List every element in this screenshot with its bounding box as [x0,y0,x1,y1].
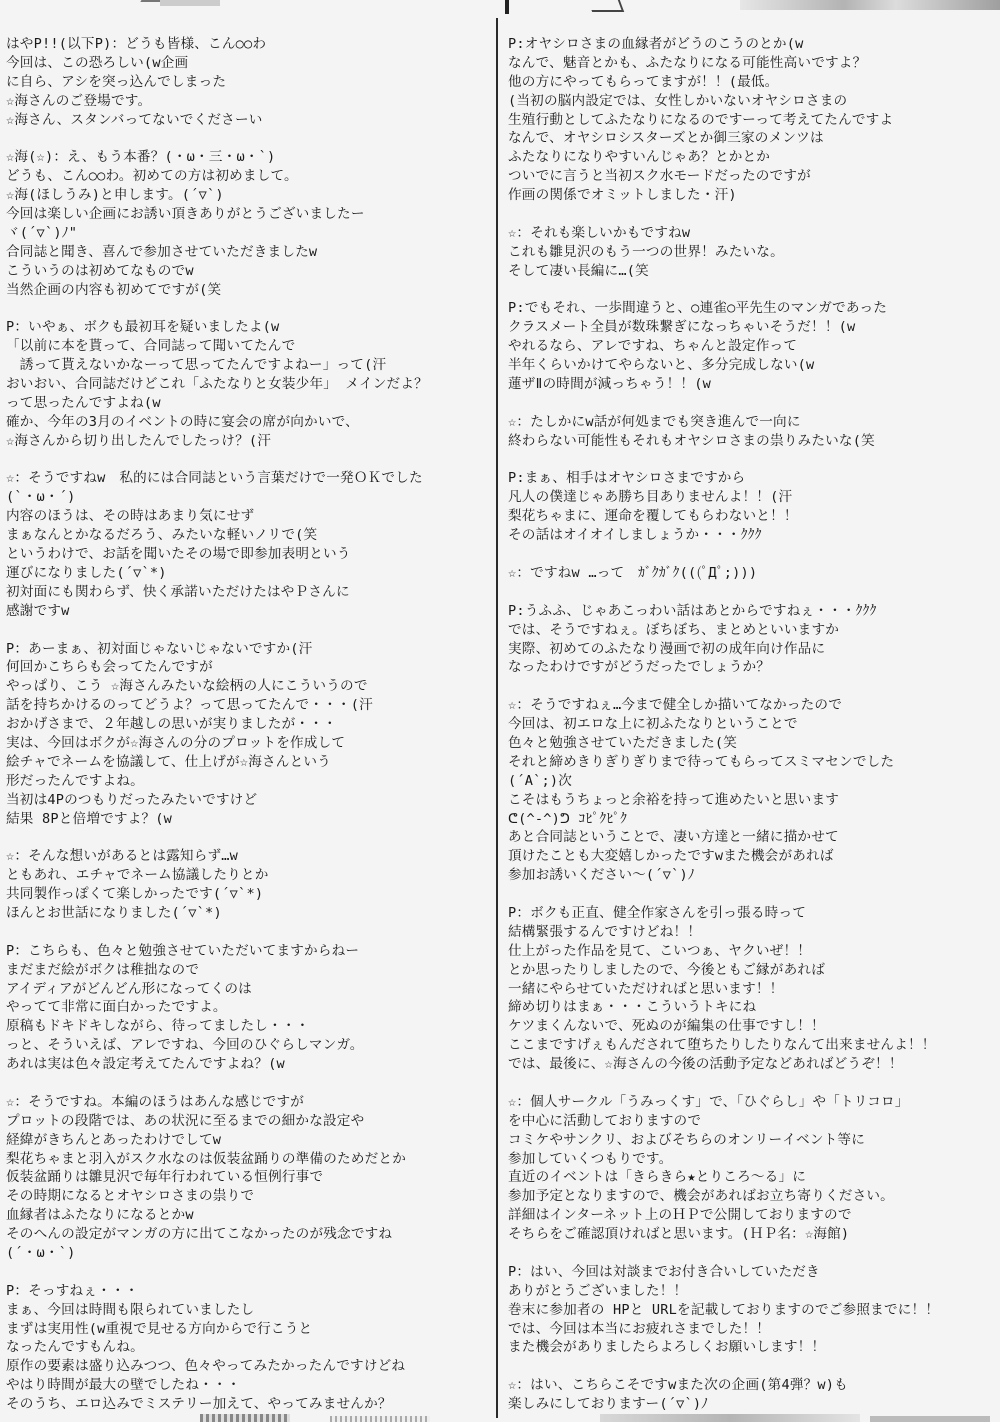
text-line: 楽しみにしておりますー(´▽`)ﾉ [508,1396,709,1413]
text-line: あと合同誌ということで、凄い方達と一緒に描かせて [508,829,839,846]
text-line [6,1263,494,1282]
text-line: 詳細はインターネット上のＨＰで公開しておりますので [508,1207,852,1224]
text-line: 話を持ちかけるのってどうよ？って思ってたんで・・・(汗 [6,697,373,714]
text-line: ☆：そうですねぇ…今まで健全しか描いてなかったので [508,697,843,714]
text-line: やはり時間が最大の壁でしたね・・・ [6,1377,241,1394]
edge-mark [600,1414,860,1422]
text-line: ☆：個人サークル「うみっくす」で、「ひぐらし」や「トリコロ」 [508,1093,909,1110]
text-line: そして凄い長編に…(笑 [508,262,649,279]
text-line: ここまですげぇもんだされて堕ちたりしたりなんて出来ませんよ！！ [508,1037,936,1054]
text-line [508,677,996,696]
text-line: って思ったんですよね(w [6,394,161,411]
text-line: ☆海(ほしうみ)と申します。(´▽`) [6,187,224,204]
edge-mark [870,1416,990,1422]
text-line: また機会がありましたらよろしくお願いします！！ [508,1339,826,1356]
text-line: プロットの段階では、あの状況に至るまでの細かな設定や [6,1112,365,1129]
text-line: なったんですもんね。 [6,1339,144,1356]
column-divider [496,18,498,1418]
text-line: ☆：そうですねw 私的には合同誌という言葉だけで一発ＯＫでした [6,470,423,487]
text-line: 誘って貰えないかなーって思ってたんですよねー」って(汗 [6,357,387,374]
text-line: 梨花ちゃまに、運命を覆してもらわないと！！ [508,508,798,525]
text-line: まぁなんとかなるだろう、みたいな軽いノリで(笑 [6,527,318,544]
left-text-column [6,35,494,1414]
edge-mark [588,0,624,12]
text-line [6,129,494,148]
text-line: ☆：ですねw …って ｶﾞｸｶﾞｸ(((ﾟДﾟ;))) [508,564,758,581]
text-line: 一緒にやらせていただければと思います！！ [508,980,784,997]
text-line: ヾ(´▽`)ﾉ" [6,224,78,241]
text-line: (当初の脳内設定では、女性しかいないオヤシロさまの [508,92,848,109]
text-line: 実際、初めてのふたなり漫画で初の成年向け作品に [508,640,826,657]
text-line: 色々と勉強させていただきました(笑 [508,734,738,751]
text-line: 今回は、初エロな上に初ふたなりということで [508,716,798,733]
text-line: 原作の要素は盛り込みつつ、色々やってみたかったんですけどね [6,1358,406,1375]
text-line [508,281,996,300]
text-line: そちらをご確認頂ければと思います。(ＨＰ名：☆海館) [508,1226,850,1243]
text-line: なんで、オヤシロシスターズとか御三家のメンツは [508,130,824,147]
text-line [6,1074,494,1093]
edge-mark [160,0,220,6]
text-line: コミケやサンクリ、およびそちらのオンリーイベント等に [508,1131,866,1148]
edge-mark [505,0,509,14]
text-line: では、今回は本当にお疲れさまでした！！ [508,1320,771,1337]
text-line: 仮装盆踊りは雛見沢で毎年行われている恒例行事で [6,1169,324,1186]
text-line: こういうのは初めてなものでw [6,262,194,279]
text-line: まずは実用性(w重視で見せる方向からで行こうと [6,1320,313,1337]
text-line: 「以前に本を貰って、合同誌って聞いてたんで [6,338,296,355]
text-line: P:まぁ、相手はオヤシロさまですから [508,470,746,487]
text-line: 実は、今回はボクが☆海さんの分のプロットを作成して [6,734,346,751]
text-line [6,299,494,318]
text-line: ともあれ、エチャでネーム協議したりとか [6,867,269,884]
text-line: というわけで、お話を聞いたその場で即参加表明という [6,546,351,563]
text-line: を中心に活動しておりますので [508,1112,702,1129]
text-line [6,621,494,640]
text-line: こそはもうちょっと余裕を持って進めたいと思います [508,791,840,808]
text-line: では、最後に、☆海さんの今後の活動予定などあればどうぞ！！ [508,1056,903,1073]
text-line: 今回は楽しい企画にお誘い頂きありがとうございましたー [6,206,365,223]
text-line: 感謝ですw [6,602,70,619]
text-line: ふたなりになりやすいんじゃあ？とかとか [508,149,771,166]
text-line: そのうち、エロ込みでミステリー加えて、やってみませんか？ [6,1396,392,1413]
text-line: P：いやぁ、ボクも最初耳を疑いましたよ(w [6,319,280,336]
text-line: ついでに言うと当初スク水モードだったのですが [508,168,811,185]
text-line: (´A`;)次 [508,772,573,789]
text-line: ☆海さん、スタンバってないでくださーい [6,111,263,128]
text-line: 梨花ちゃまと羽入がスク水なのは仮装盆踊りの準備のためだとか [6,1150,407,1167]
text-line: おいおい、合同誌だけどこれ「ふたなりと女装少年」 メインだよ？ [6,376,428,393]
text-line [508,451,996,470]
text-line: 凡人の僕達じゃあ勝ち目ありませんよ！！(汗 [508,489,793,506]
text-line [508,545,996,564]
text-line: やっぱり、こう ☆海さんみたいな絵柄の人にこういうので [6,678,368,695]
text-line: ☆：たしかにw話が何処までも突き進んで一向に [508,413,801,430]
text-line: 作画の関係でオミットしました・汗) [508,187,737,204]
text-line: 何回かこちらも会ってたんですが [6,659,213,676]
text-line [508,394,996,413]
text-line: ありがとうございました！！ [508,1282,688,1299]
text-line: P：あーまぁ、初対面じゃないじゃないですか(汗 [6,640,313,657]
edge-mark [200,1414,290,1422]
text-line: 巻末に参加者の HPと URLを記載しておりますのでご参照までに！！ [508,1301,940,1318]
text-line: ほんとお世話になりました(´▽`*) [6,904,222,921]
text-line: 仕上がった作品を見て、こいつぁ、ヤクいぜ！！ [508,942,812,959]
text-line: 初対面にも関わらず、快く承諾いただけたはやＰさんに [6,583,350,600]
text-line: これも雛見沢のもう一つの世界！みたいな。 [508,243,784,260]
text-line: に自ら、アシを突っ込んでしまった [6,73,227,90]
right-text-column [508,35,996,1414]
text-line: P：そっすねぇ・・・ [6,1282,139,1299]
text-line: P:でもそれ、一歩間違うと、○連雀○平先生のマンガであった [508,300,888,317]
text-line: P：ボクも正直、健全作家さんを引っ張る時って [508,904,807,921]
text-line: やれるなら、アレですね、ちゃんと設定作って [508,338,798,355]
text-line: 結構緊張するんですけどね！！ [508,923,702,940]
text-line: 参加お誘いください～(´▽`)ﾉ [508,867,695,884]
text-line: アイディアがどんどん形になってくのは [6,980,252,997]
torn-bottom-edge [0,1410,1000,1422]
text-line: なったわけですがどうだったでしょうか？ [508,659,771,676]
text-line: 参加していくつもりです。 [508,1150,673,1167]
text-line: (´・ω・`) [6,1245,76,1261]
text-line: 半年くらいかけてやらないと、多分完成しない(w [508,357,815,374]
text-line: 他の方にやってもらってますが！！(最低。 [508,73,779,90]
text-line: やってて非常に面白かったですよ。 [6,999,227,1016]
text-line: 内容のほうは、その時はあまり気にせず [6,508,255,525]
text-line [508,885,996,904]
text-line: 原稿もドキドキしながら、待ってましたし・・・ [6,1018,310,1035]
text-line: 結果 8Pと倍増ですよ？(w [6,810,173,827]
text-line: 運びになりました(´▽`*) [6,564,167,581]
text-line: 合同誌と聞き、喜んで参加させていただきましたw [6,243,318,260]
text-line: 確か、今年の3月のイベントの時に宴会の席が向かいで、 [6,413,359,430]
text-line: クラスメート全員が数珠繋ぎになっちゃいそうだ！！(w [508,319,856,336]
text-line: では、そうですねぇ。ぼちぼち、まとめといいますか [508,621,840,638]
text-line: 直近のイベントは「きらきら★とりころ～る」に [508,1169,807,1186]
text-line: 当初は4Pのつもりだったみたいですけど [6,791,258,808]
text-line [6,451,494,470]
text-line: あれは実は色々設定考えてたんですよね？(w [6,1056,285,1073]
text-line: 今回は、この恐ろしい(w企画 [6,54,189,71]
text-line: P:オヤシロさまの血縁者がどうのこうのとか(w [508,36,804,52]
text-line: 経緯がきちんとあったわけでしてw [6,1131,222,1148]
text-line: ☆海さんのご登場です。 [6,92,152,109]
text-line: ᕦ(^-^)ᕤ ｺﾋﾟｸﾋﾟｸ [508,810,628,827]
text-line: その話はオイオイしましょうか・・・ｸｸｸ [508,527,762,544]
text-line: ☆：そんな想いがあるとは露知らず…w [6,848,239,865]
text-line: っと、そういえば、アレですね、今回のひぐらしマンガ。 [6,1037,364,1054]
text-line: ☆海さんから切り出したんでしたっけ？(汗 [6,432,272,449]
text-line [6,923,494,942]
text-line: 絵チャでネームを協議して、仕上げが☆海さんという [6,753,331,770]
text-line [508,1357,996,1376]
text-line: P：はい、今回は対談までお付き合いしていただき [508,1263,820,1280]
text-line: 頂けたことも大変嬉しかったですwまた機会があれば [508,848,834,865]
text-line: (`・ω・´) [6,489,76,506]
edge-mark [330,1416,430,1422]
text-line: 参加予定となりますので、機会があればお立ち寄りください。 [508,1188,894,1205]
text-line: おかげさまで、２年越しの思いが実りましたが・・・ [6,716,337,733]
text-line: P:うふふ、じゃあこっわい話はあとからですねぇ・・・ｸｸｸ [508,602,877,619]
text-line: ☆：はい、こちらこそですwまた次の企画(第4弾？w)も [508,1377,848,1394]
text-line: 形だったんですよね。 [6,772,144,789]
text-line: その時期になるとオヤシロさまの祟りで [6,1188,255,1205]
text-line: まぁ、今回は時間も限られていましたし [6,1301,255,1318]
text-line [508,1074,996,1093]
text-line: なんで、魅音とかも、ふたなりになる可能性高いですよ？ [508,54,867,71]
text-line: そのへんの設定がマンガの方に出てこなかったのが残念ですね [6,1226,393,1243]
text-line: とか思ったりしましたので、今後ともご縁があれば [508,961,825,978]
text-line [508,583,996,602]
text-line: 生殖行動としてふたなりになるのですーって考えてたんですよ [508,111,894,128]
text-line: 終わらない可能性もそれもオヤシロさまの祟りみたいな(笑 [508,432,875,449]
text-line: ☆：それも楽しいかもですねw [508,224,691,241]
text-line: はやP!!(以下P)：どうも皆様、こん○○わ [6,36,267,52]
text-line: P：こちらも、色々と勉強させていただいてますからねー [6,942,360,959]
text-line: 締め切りはまぁ・・・こういうトキにね [508,999,757,1016]
text-line: ☆海(☆)：え、もう本番？(・ω・三・ω・`) [6,149,276,166]
text-line: 共同製作っぽくて楽しかったです(´▽`*) [6,886,264,903]
text-line [508,1244,996,1263]
text-line [508,205,996,224]
text-line: 当然企画の内容も初めてですが(笑 [6,281,222,298]
text-line: 蓮ザⅡの時間が減っちゃう！！(w [508,376,711,393]
text-line: まだまだ絵がボクは稚拙なので [6,961,200,978]
edge-mark [740,0,1000,10]
text-line [6,828,494,847]
torn-top-edge [0,0,1000,14]
text-line: ケツまくんないで、死ぬのが編集の仕事ですし！！ [508,1018,825,1035]
text-line: それと締めきりぎりぎりまで待ってもらってスミマセンでした [508,753,895,770]
text-line: 血縁者はふたなりになるとかw [6,1207,194,1224]
text-line: ☆：そうですね。本編のほうはあんな感じですが [6,1093,305,1110]
text-line: どうも、こん○○わ。初めての方は初めまして。 [6,168,298,185]
